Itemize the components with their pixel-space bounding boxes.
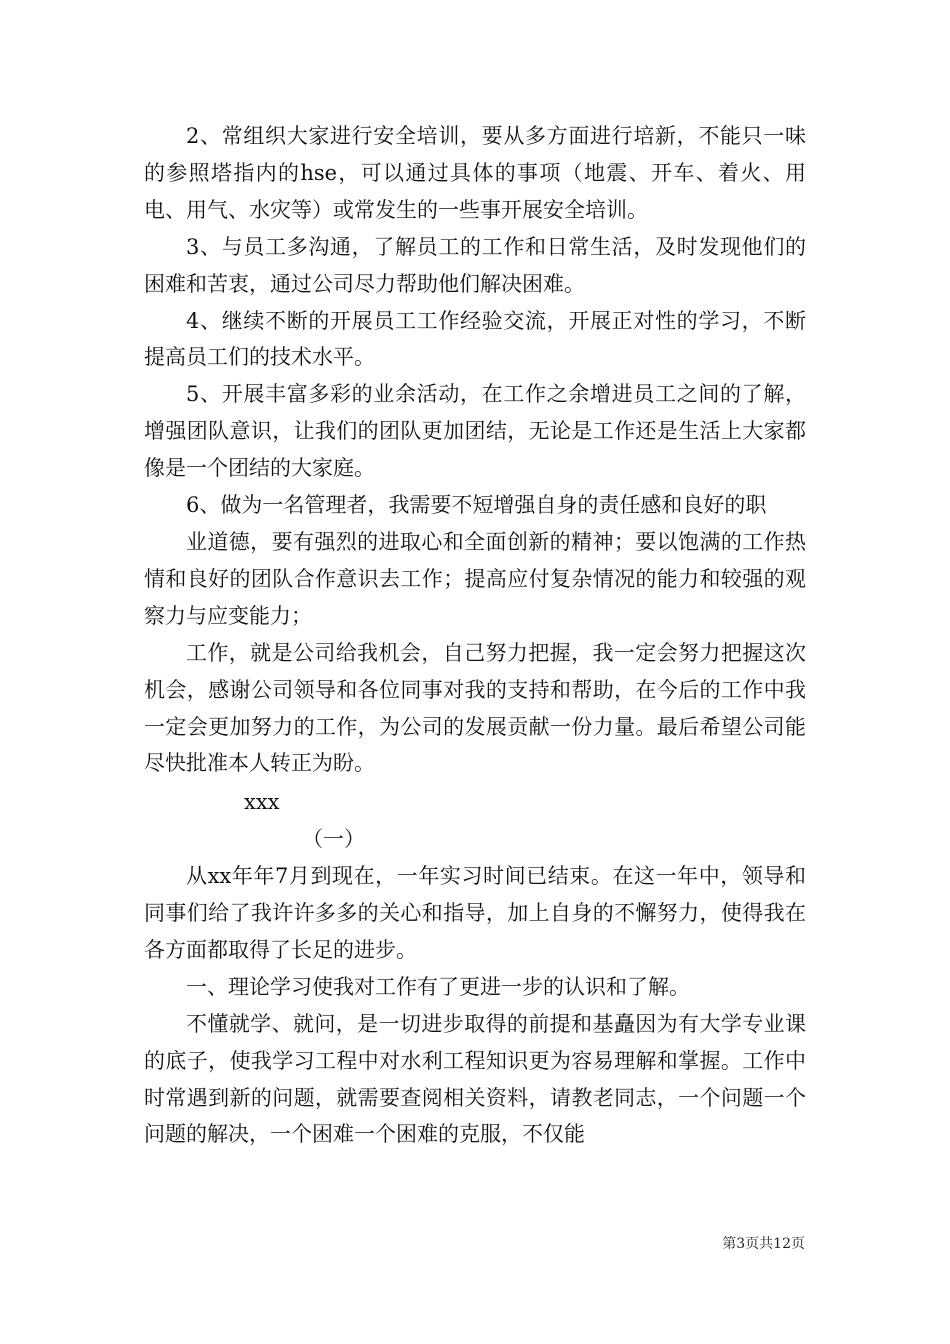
paragraph-learning: 不懂就学、就问，是一切进步取得的前提和基矗因为有大学专业课的底子，使我学习工程中对水利工程知识更为容易理解和掌握。工作中时常遇到新的问题，就需要查阅相关资料，请教老同志，一个问题一个问题的解决，一个困难一个困难的克服，不仅能: [144, 1011, 806, 1147]
paragraph-ethics: 业道德，要有强烈的进取心和全面创新的精神；要以饱满的工作热情和良好的团队合作意识去工作；提高应付复杂情况的能力和较强的观察力与应变能力；: [144, 529, 806, 628]
paragraph-theory-heading: 一、理论学习使我对工作有了更进一步的认识和了解。: [186, 974, 690, 999]
paragraph-internship-intro: 从xx年年7月到现在，一年实习时间已结束。在这一年中，领导和同事们给了我许许多多的关心和指导，加上自身的不懈努力，使得我在各方面都取得了长足的进步。: [144, 864, 806, 962]
paragraph-conclusion: 工作，就是公司给我机会，自己努力把握，我一定会努力把握这次机会，感谢公司领导和各位同事对我的支持和帮助，在今后的工作中我一定会更加努力的工作，为公司的发展贡献一份力量。最后希望公司能尽快批准本人转正为盼。: [144, 640, 806, 776]
paragraph-communication: 3、与员工多沟通，了解员工的工作和日常生活，及时发现他们的困难和苦衷，通过公司尽力帮助他们解决困难。: [144, 234, 806, 296]
paragraph-activities: 5、开展丰富多彩的业余活动，在工作之余增进员工之间的了解，增强团队意识，让我们的团队更加团结，无论是工作还是生活上大家都像是一个团结的大家庭。: [144, 382, 806, 481]
section-heading: （一）: [302, 827, 365, 852]
paragraph-training: 2、常组织大家进行安全培训，要从多方面进行培新，不能只一味的参照塔指内的hse，可以通过具体的事项（地震、开车、着火、用电、用气、水灾等）或常发生的一些事开展安全培训。: [144, 124, 806, 222]
paragraph-manager: 6、做为一名管理者，我需要不短增强自身的责任感和良好的职: [186, 493, 767, 518]
paragraph-experience-exchange: 4、继续不断的开展员工工作经验交流，开展正对性的学习，不断提高员工们的技术水平。: [144, 308, 806, 370]
signature: xxx: [244, 790, 280, 815]
document-body: [144, 118, 806, 1153]
page-number-footer: 第3页共12页: [722, 1236, 805, 1252]
